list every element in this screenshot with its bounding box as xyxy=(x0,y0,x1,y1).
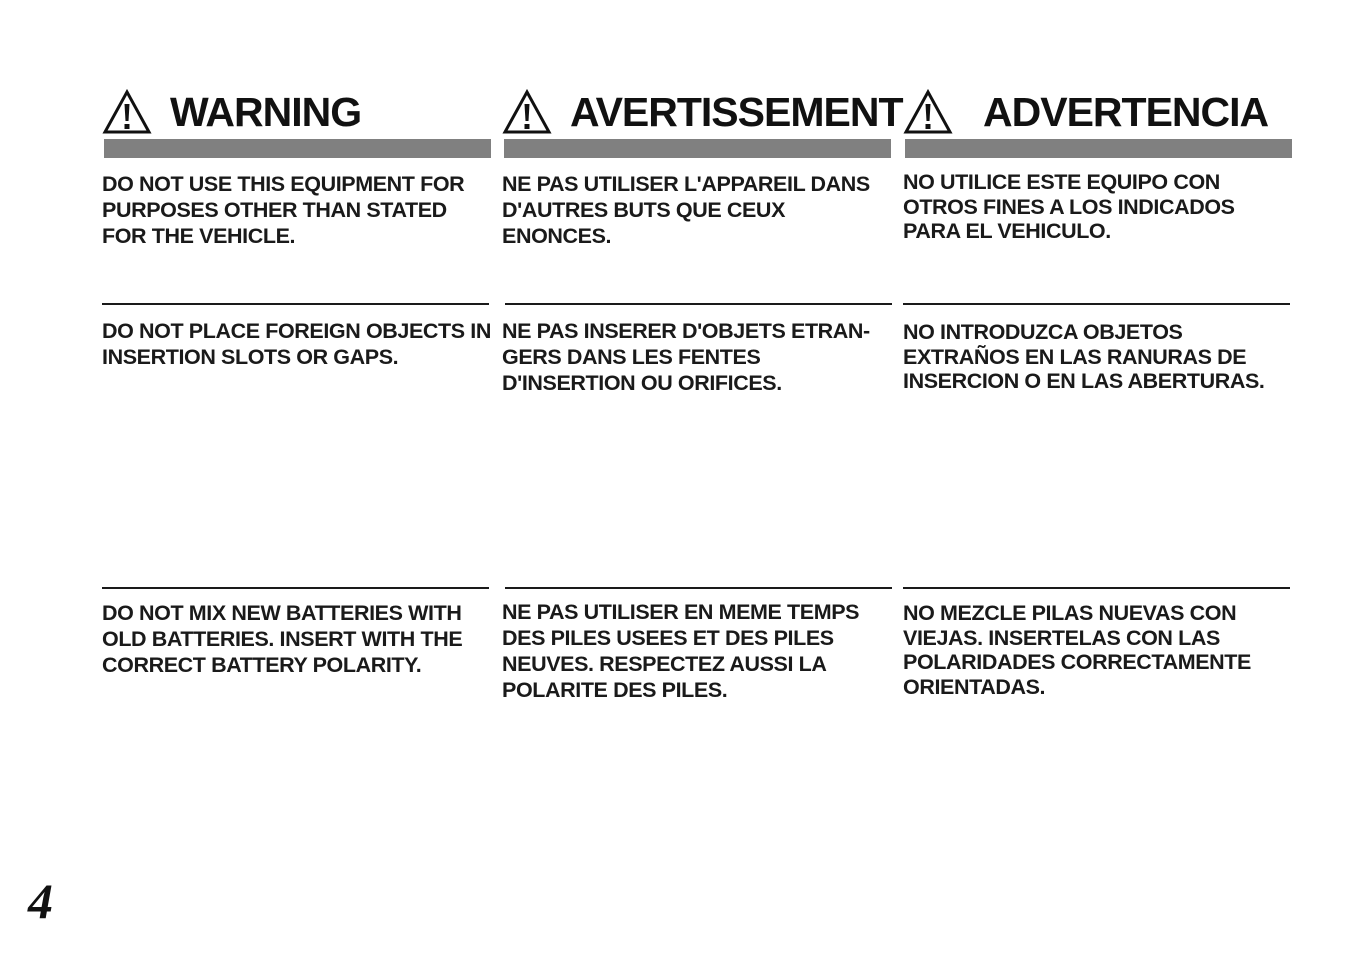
header-bar xyxy=(905,139,1292,158)
warning-triangle-icon xyxy=(102,89,152,135)
divider-2 xyxy=(903,587,1290,589)
warning-text-1: NE PAS UTILISER L'APPAREIL DANS D'AUTRES BUTS QUE CEUX ENONCES. xyxy=(502,172,870,248)
column-english xyxy=(102,0,492,954)
warning-text-1: NO UTILICE ESTE EQUIPO CON OTROS FINES A LOS INDICADOS PARA EL VEHICULO. xyxy=(903,170,1235,243)
warning-text-3: NO MEZCLE PILAS NUEVAS CON VIEJAS. INSERTELAS CON LAS POLARIDADES CORRECTAMENTE ORIENTADAS. xyxy=(903,601,1251,699)
column-heading xyxy=(102,86,361,138)
warning-text-2: DO NOT PLACE FOREIGN OBJECTS IN INSERTION SLOTS OR GAPS. xyxy=(102,319,491,369)
warning-text-2: NO INTRODUZCA OBJETOS EXTRAÑOS EN LAS RANURAS DE INSERCION O EN LAS ABERTURAS. xyxy=(903,320,1265,393)
heading-title: WARNING xyxy=(170,88,362,135)
column-heading xyxy=(903,86,1268,138)
divider-1 xyxy=(505,303,892,305)
header-bar xyxy=(104,139,491,158)
page-number: 4 xyxy=(28,873,53,929)
warning-text-3: DO NOT MIX NEW BATTERIES WITH OLD BATTERIES. INSERT WITH THE CORRECT BATTERY POLARITY. xyxy=(102,601,463,677)
heading-title: AVERTISSEMENT xyxy=(570,88,903,135)
divider-2 xyxy=(505,587,892,589)
warning-triangle-icon xyxy=(903,89,953,135)
divider-1 xyxy=(903,303,1290,305)
column-french xyxy=(502,0,903,954)
heading-title: ADVERTENCIA xyxy=(983,88,1269,135)
warning-text-2: NE PAS INSERER D'OBJETS ETRAN-GERS DANS LES FENTES D'INSERTION OU ORIFICES. xyxy=(502,319,870,395)
header-bar xyxy=(504,139,891,158)
column-spanish xyxy=(903,0,1293,954)
divider-1 xyxy=(102,303,489,305)
divider-2 xyxy=(102,587,489,589)
column-heading xyxy=(502,86,903,138)
warning-triangle-icon xyxy=(502,89,552,135)
warning-text-3: NE PAS UTILISER EN MEME TEMPS DES PILES USEES ET DES PILES NEUVES. RESPECTEZ AUSSI LA POLARITE DES PILES. xyxy=(502,600,860,702)
warning-text-1: DO NOT USE THIS EQUIPMENT FOR PURPOSES OTHER THAN STATED FOR THE VEHICLE. xyxy=(102,172,465,248)
